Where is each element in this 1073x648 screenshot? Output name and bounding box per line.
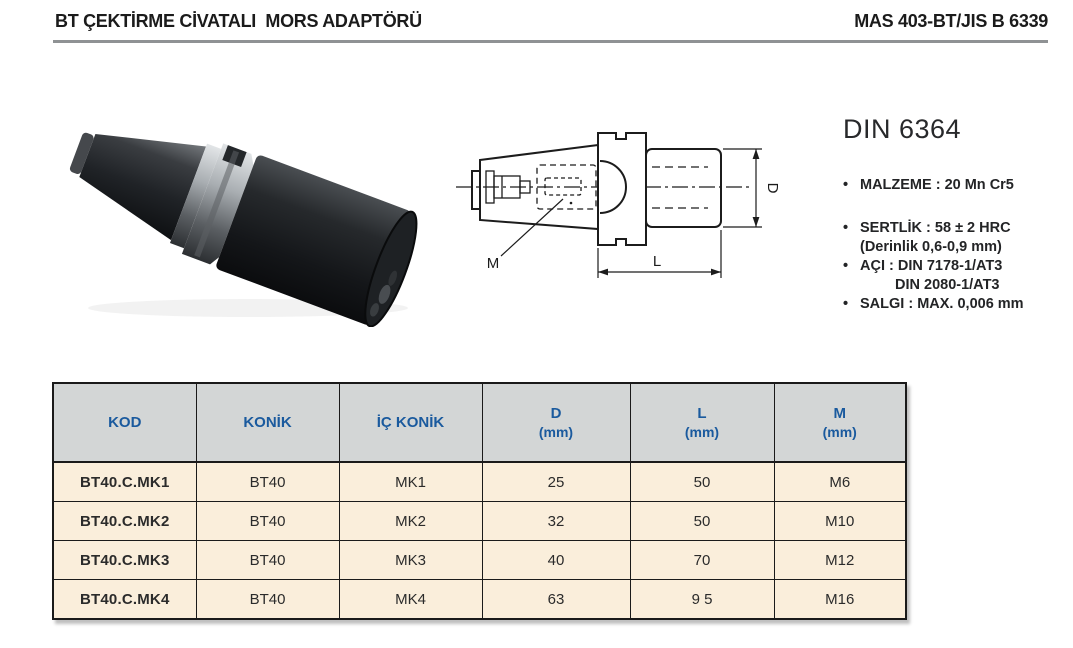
cell-kod: BT40.C.MK3	[53, 541, 196, 580]
table-row	[53, 502, 906, 541]
cell-l: 70	[630, 541, 774, 580]
column-header-m	[774, 383, 906, 462]
standard-reference: MAS 403-BT/JIS B 6339	[854, 11, 1048, 31]
header-unit: (mm)	[822, 423, 857, 440]
product-photo	[48, 92, 423, 327]
header-unit: (mm)	[684, 423, 720, 440]
table-row	[53, 462, 906, 502]
dimension-m-label: M	[486, 255, 500, 272]
cell-konik: BT40	[196, 462, 339, 502]
bullet-icon: •	[843, 296, 849, 312]
cell-kod: BT40.C.MK1	[53, 462, 196, 502]
bullet-icon: •	[843, 220, 849, 236]
cell-konik: BT40	[196, 502, 339, 541]
cell-d: 32	[482, 502, 630, 541]
column-header-d	[482, 383, 630, 462]
cell-d: 40	[482, 541, 630, 580]
dimension-m-leader	[501, 199, 563, 256]
technical-drawing	[450, 105, 840, 305]
column-header-l	[630, 383, 774, 462]
header-label: M	[833, 404, 846, 422]
bullet-icon: •	[843, 258, 849, 274]
dimension-l-label: L	[652, 253, 662, 270]
spec-subtext-din2080: DIN 2080-1/AT3	[895, 277, 1000, 293]
column-header-kod	[53, 383, 196, 462]
specs-panel	[843, 114, 1061, 314]
spec-text: MALZEME : 20 Mn Cr5	[860, 177, 1014, 193]
spec-text: SERTLİK : 58 ± 2 HRC	[860, 220, 1011, 236]
cell-ic-konik: MK1	[339, 462, 482, 502]
dimension-d-label: D	[764, 182, 781, 194]
page-title: BT ÇEKTİRME CİVATALI MORS ADAPTÖRÜ	[55, 11, 422, 31]
bullet-icon: •	[843, 177, 849, 193]
spec-text: SALGI : MAX. 0,006 mm	[860, 296, 1024, 312]
cell-ic-konik: MK4	[339, 580, 482, 620]
cell-konik: BT40	[196, 541, 339, 580]
cell-m: M16	[774, 580, 906, 620]
cell-m: M12	[774, 541, 906, 580]
table-header-row	[53, 383, 906, 462]
cell-kod: BT40.C.MK4	[53, 580, 196, 620]
column-header-ic-konik	[339, 383, 482, 462]
column-header-konik	[196, 383, 339, 462]
cell-ic-konik: MK3	[339, 541, 482, 580]
spec-item-aci	[843, 257, 1061, 276]
body-outline	[646, 149, 721, 227]
cell-l: 50	[630, 502, 774, 541]
spec-subtext-derinlik: (Derinlik 0,6-0,9 mm)	[860, 239, 1002, 255]
table-row	[53, 580, 906, 620]
header-divider	[53, 40, 1048, 43]
header-unit: (mm)	[538, 423, 574, 440]
spec-item-sertlik	[843, 219, 1061, 238]
spec-text: AÇI : DIN 7178-1/AT3	[860, 258, 1003, 274]
cell-d: 63	[482, 580, 630, 620]
cell-l: 9 5	[630, 580, 774, 620]
header-label: KOD	[108, 414, 142, 431]
cell-ic-konik: MK2	[339, 502, 482, 541]
cell-d: 25	[482, 462, 630, 502]
cell-konik: BT40	[196, 580, 339, 620]
header-label: İÇ KONİK	[376, 414, 445, 431]
cell-m: M10	[774, 502, 906, 541]
header-label: D	[550, 404, 562, 422]
spec-item-salgi	[843, 295, 1061, 314]
cell-kod: BT40.C.MK2	[53, 502, 196, 541]
header-label: KONİK	[243, 414, 292, 431]
spec-item-malzeme	[843, 176, 1061, 195]
dimensions-table	[52, 382, 907, 620]
table-row	[53, 541, 906, 580]
cell-m: M6	[774, 462, 906, 502]
header-label: L	[697, 404, 707, 422]
cell-l: 50	[630, 462, 774, 502]
din-standard-title: DIN 6364	[843, 114, 962, 144]
